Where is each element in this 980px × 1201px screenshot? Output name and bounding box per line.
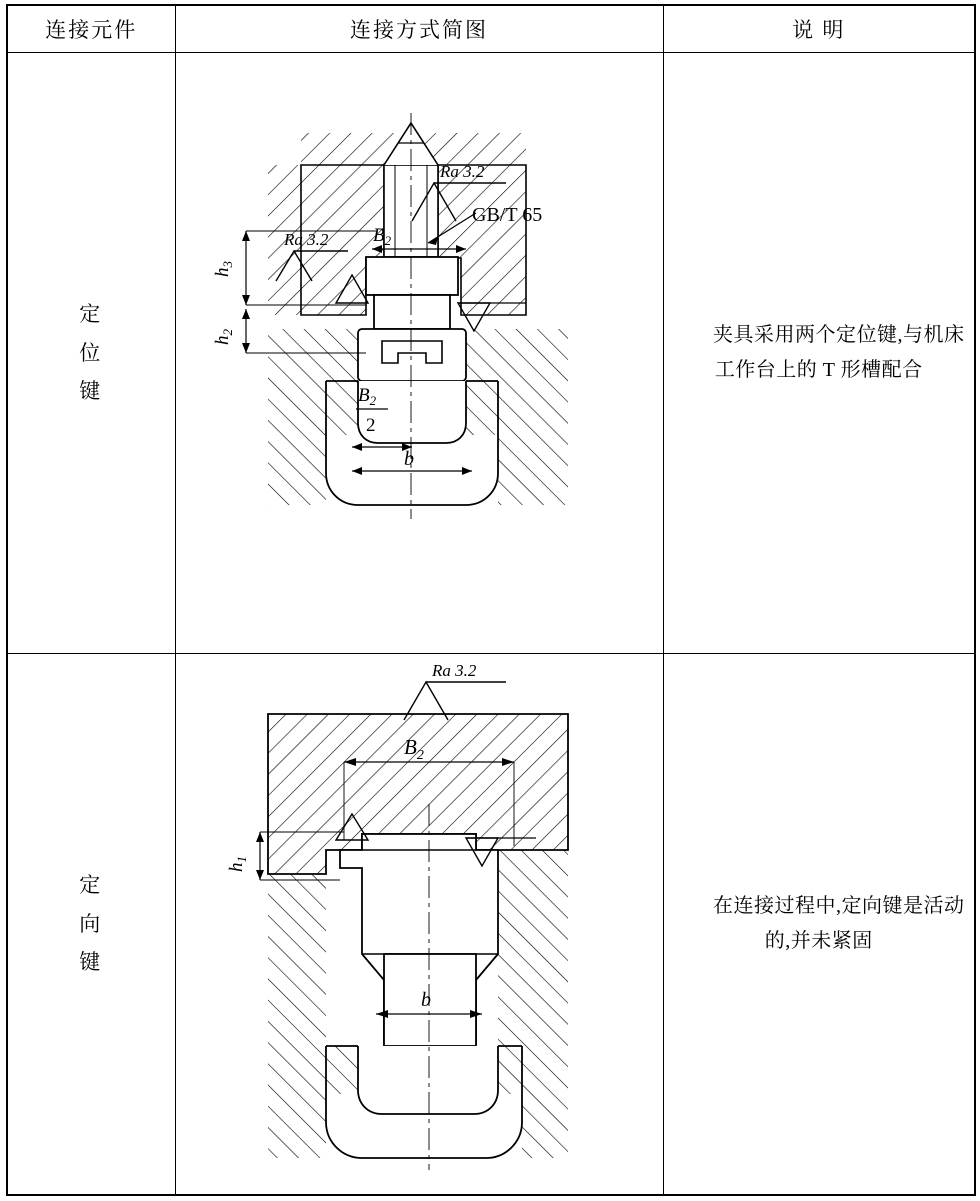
element-char: 向: [79, 911, 104, 936]
b2-half-den: 2: [365, 415, 375, 436]
b-label: b: [403, 448, 414, 470]
header-element: 连接元件: [7, 5, 175, 53]
surface-finish-top: [404, 661, 506, 720]
row-note-orienting-key: [663, 654, 975, 1196]
note-text: 在连接过程中,定向键是活动的,并未紧固: [713, 895, 965, 952]
b2-half-num: $B_2$: [357, 385, 376, 408]
ra-label-top: Ra 3.2: [439, 162, 484, 181]
locating-key-drawing: [176, 53, 662, 651]
b2-label: $B_2$: [403, 735, 424, 763]
document-page: [0, 4, 980, 1201]
key-upper-plate: [366, 257, 458, 329]
element-char: 键: [79, 950, 104, 975]
element-char: 定: [79, 872, 104, 897]
h2-label: $h_2$: [211, 329, 235, 345]
header-diagram: 连接方式简图: [175, 5, 663, 53]
spec-table: [6, 4, 976, 1196]
ra-label-left: Ra 3.2: [283, 230, 328, 249]
table-row: [7, 53, 975, 654]
diagram-orienting-key: [176, 654, 662, 1194]
row-element-locating-key: [7, 53, 175, 654]
orienting-key-drawing: [176, 654, 662, 1190]
row-diagram-locating-key: [175, 53, 663, 654]
row-note-locating-key: [663, 53, 975, 654]
row-element-orienting-key: [7, 654, 175, 1196]
table-header-row: [7, 5, 975, 53]
h1-label: $h_1$: [225, 856, 249, 872]
element-char: 键: [79, 379, 104, 404]
ra-label-top: Ra 3.2: [431, 661, 476, 680]
table-row: [7, 654, 975, 1196]
note-text: 夹具采用两个定位键,与机床工作台上的 T 形槽配合: [713, 324, 965, 381]
header-note: 说 明: [663, 5, 975, 53]
diagram-locating-key: [176, 53, 662, 653]
dim-b: [352, 448, 472, 475]
key-lower-block: [358, 329, 466, 381]
b2-top-label: $B_2$: [372, 225, 391, 248]
row-diagram-orienting-key: [175, 654, 663, 1196]
standard-label: GB/T 65: [471, 204, 542, 226]
element-char: 定: [79, 301, 104, 326]
h3-label: $h_3$: [211, 261, 235, 277]
element-char: 位: [79, 340, 104, 365]
table-hatch-lower: [268, 435, 568, 505]
b-label: b: [420, 989, 431, 1011]
